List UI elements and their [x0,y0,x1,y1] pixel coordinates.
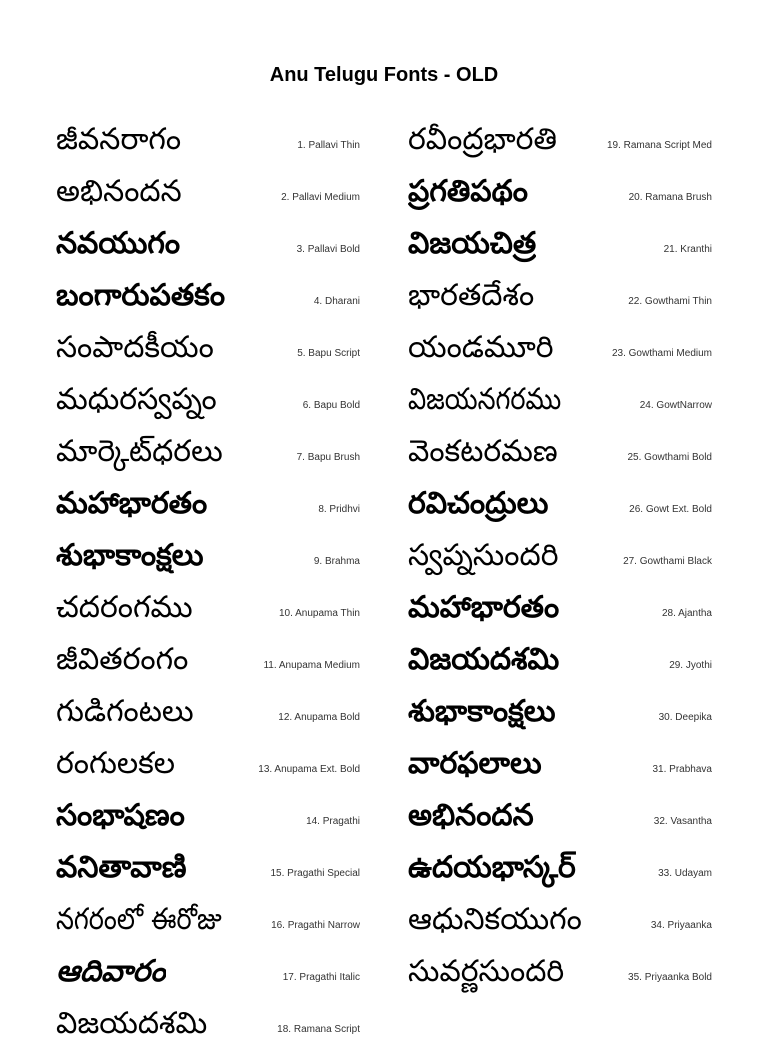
font-sample-text: బంగారుపతకం [56,278,226,313]
font-sample-row [56,742,360,794]
font-sample-row [56,586,360,638]
font-name-label: 4. Dharani [313,296,360,307]
font-sample-row [56,690,360,742]
font-sample-text: జీవనరాగం [56,122,182,157]
font-sample-text: జీవితరంగం [56,642,189,677]
font-sample-text: మార్కెట్‌ధరలు [56,434,223,469]
font-sample-row [408,950,712,1002]
font-sample-text: సంభాషణం [56,798,185,833]
font-name-label: 21. Kranthi [663,244,712,255]
font-name-label: 2. Pallavi Medium [281,192,360,203]
font-name-label: 13. Anupama Ext. Bold [258,764,360,775]
font-sample-row [408,742,712,794]
font-sample-row [408,222,712,274]
font-sample-text: ఆదివారం [56,954,166,989]
page-title: Anu Telugu Fonts - OLD [269,64,499,86]
font-sample-text: రవిచంద్రులు [408,486,549,521]
font-name-label: 23. Gowthami Medium [611,348,712,359]
font-sample-text: నవయుగం [56,226,181,261]
font-name-label: 5. Bapu Script [297,348,360,359]
font-sample-row [408,274,712,326]
font-sample-text: వనితావాణి [56,850,187,885]
font-sample-text: విజయదశమి [56,1006,208,1041]
font-sample-text: యండమూరి [408,330,554,365]
font-name-label: 9. Brahma [313,556,360,567]
font-sample-text: విజయచిత్ర [408,226,537,261]
font-name-label: 35. Priyaanka Bold [628,972,712,983]
font-name-label: 10. Anupama Thin [279,608,360,619]
font-sample-text: మహాభారతం [56,486,208,521]
font-sample-text: వారఫలాలు [408,746,542,781]
font-sample-row [56,482,360,534]
font-sample-text: సంపాదకీయం [56,330,214,365]
font-sample-row [56,846,360,898]
font-name-label: 27. Gowthami Black [623,556,712,567]
font-sample-text: విజయనగరము [408,382,562,417]
font-name-label: 6. Bapu Bold [302,400,360,411]
font-sample-text: ఆధునికయుగం [408,902,582,937]
font-sample-row [56,534,360,586]
font-sample-row [56,898,360,950]
font-sample-row [408,586,712,638]
font-sample-text: విజయదశమి [408,642,560,677]
font-sample-text: మహాభారతం [408,590,560,625]
font-name-label: 20. Ramana Brush [628,192,712,203]
font-sample-row [408,118,712,170]
font-sample-row [56,1002,360,1054]
font-sample-text: శుభాకాంక్షలు [56,538,204,573]
font-name-label: 11. Anupama Medium [263,660,360,671]
font-sample-text: వెంకటరమణ [408,434,558,469]
font-sample-row [408,326,712,378]
font-name-label: 33. Udayam [658,868,712,879]
font-sample-row [56,794,360,846]
font-sample-row [408,846,712,898]
font-name-label: 17. Pragathi Italic [282,972,360,983]
left-column [56,118,360,1054]
font-name-label: 32. Vasantha [653,816,712,827]
font-sample-text: ప్రగతిపథం [408,174,528,209]
font-sample-text: నగరంలో ఈరోజు [56,902,222,937]
font-sample-row [56,638,360,690]
font-name-label: 28. Ajantha [661,608,712,619]
font-sample-row [56,326,360,378]
font-sample-text: ఉదయభాస్కర్ [408,850,576,885]
font-name-label: 31. Prabhava [652,764,712,775]
font-name-label: 34. Priyaanka [650,920,712,931]
font-sample-text: సువర్ణసుందరి [408,954,565,989]
font-name-label: 18. Ramana Script [277,1024,360,1035]
font-sample-text: అభినందన [56,174,182,209]
font-sample-row [56,222,360,274]
font-sample-row [408,690,712,742]
font-name-label: 24. GowtNarrow [639,400,712,411]
font-sample-row [408,170,712,222]
font-sample-text: రవీంద్రభారతి [408,122,557,157]
font-sample-row [56,118,360,170]
font-sample-row [408,638,712,690]
font-sample-text: రంగులకల [56,746,176,781]
font-sample-row [408,482,712,534]
font-sample-text: స్వప్నసుందరి [408,538,559,573]
font-sample-text: మధురస్వప్నం [56,382,217,417]
font-name-label: 15. Pragathi Special [270,868,360,879]
font-sample-text: అభినందన [408,798,534,833]
font-sample-row [408,378,712,430]
font-sample-text: చదరంగము [56,590,193,625]
font-sample-text: గుడిగంటలు [56,694,194,729]
font-name-label: 12. Anupama Bold [278,712,360,723]
font-sample-text: భారతదేశం [408,278,535,313]
font-name-label: 26. Gowt Ext. Bold [629,504,712,515]
font-sample-text: శుభాకాంక్షలు [408,694,556,729]
font-sample-row [56,170,360,222]
font-name-label: 8. Pridhvi [318,504,360,515]
font-name-label: 3. Pallavi Bold [296,244,360,255]
font-sample-row [408,794,712,846]
font-sample-row [408,430,712,482]
font-name-label: 16. Pragathi Narrow [271,920,360,931]
font-sample-row [408,534,712,586]
font-sample-row [408,898,712,950]
font-name-label: 14. Pragathi [306,816,360,827]
font-sample-row [56,950,360,1002]
font-name-label: 7. Bapu Brush [296,452,360,463]
font-sample-row [56,274,360,326]
font-sample-row [56,378,360,430]
font-sample-row [56,430,360,482]
font-name-label: 30. Deepika [658,712,712,723]
font-name-label: 25. Gowthami Bold [627,452,712,463]
font-name-label: 19. Ramana Script Med [606,140,712,151]
font-name-label: 22. Gowthami Thin [628,296,712,307]
font-name-label: 29. Jyothi [669,660,712,671]
font-name-label: 1. Pallavi Thin [297,140,360,151]
right-column [408,118,712,1002]
